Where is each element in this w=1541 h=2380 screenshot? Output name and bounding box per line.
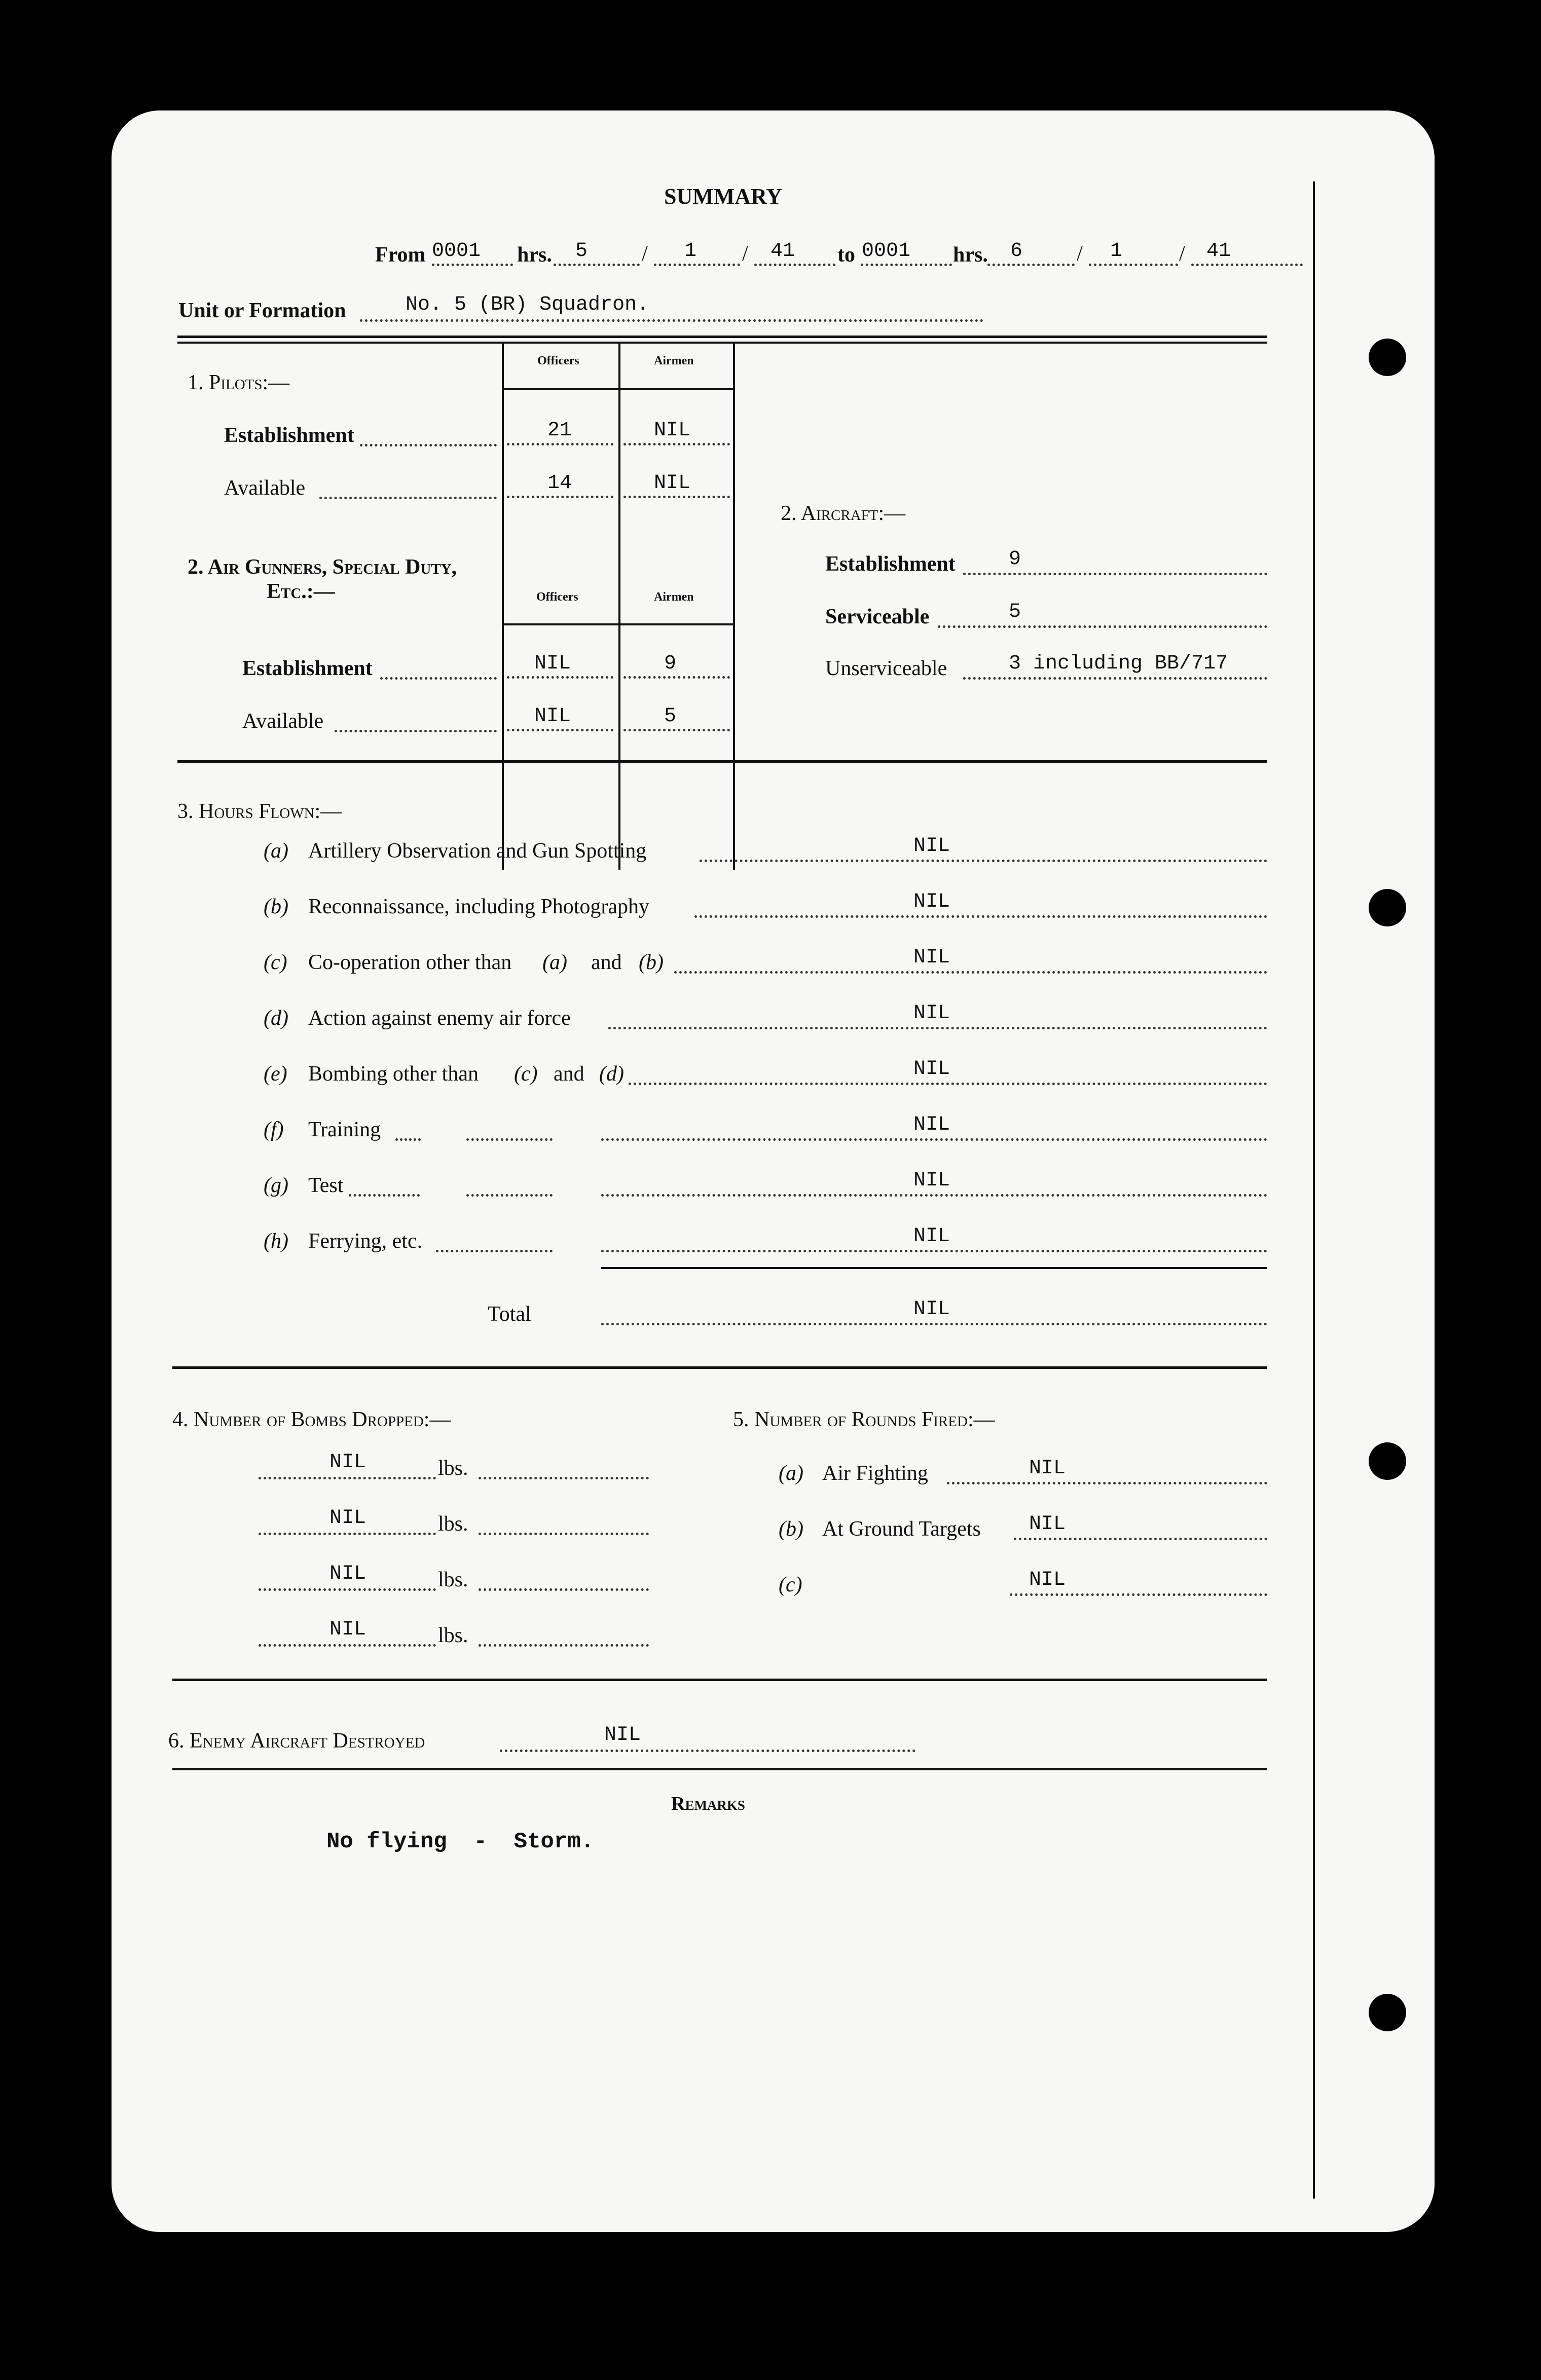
from-day: 5 [575, 240, 588, 263]
pilots-available-airmen: NIL [654, 472, 691, 495]
pilots-officers-header: Officers [537, 354, 579, 367]
from-year: 41 [770, 240, 795, 263]
pilots-heading: 1. Pilots:— [188, 371, 290, 394]
hours-item-f-value: NIL [913, 1113, 950, 1136]
margin-rule [1313, 181, 1315, 2199]
from-month: 1 [684, 240, 697, 263]
aircraft-unserviceable-label: Unserviceable [825, 657, 947, 680]
pilots-available-label: Available [224, 476, 306, 500]
enemy-value: NIL [604, 1724, 641, 1746]
hours-item-d-label: Action against enemy air force [308, 1007, 571, 1030]
air-gunners-airmen-header: Airmen [654, 590, 694, 604]
hours-item-g-label: Test [308, 1174, 344, 1197]
from-label: From [375, 243, 426, 267]
air-gunners-establishment-officers: NIL [534, 652, 571, 675]
hours-total-value: NIL [913, 1298, 950, 1321]
air-gunners-establishment-airmen: 9 [664, 652, 677, 675]
punch-hole [1369, 889, 1406, 926]
aircraft-serviceable-label: Serviceable [825, 605, 930, 628]
hours-item-f-label: Training [308, 1118, 381, 1141]
form-page: SUMMARY From 0001 hrs. 5 / 1 / 41 to 0001 hrs. 6 / 1 / 41 Unit or Formation No. 5 (BR) Squadron. 1. Pilots:— Officers Airmen Establishment 21 NIL Available 14 NIL 2. Air Gunners, Special Duty, Etc.:— Officers Airmen Establishment NIL 9 Available NIL 5 2. Aircraft:— Establishment 9 Serviceable 5 Unserviceable 3 including BB/717 3. Hours Flown:— (a) Artillery Observation and Gun Spotting NIL (b) Reconnaissance, including Photography NIL (c) Co-operation other than (a) and (b) NIL (d) Action against enemy air force NIL (e) Bombing other than (c) and (d) NIL (f) Training NIL (g) Test NIL (h) Ferrying, etc. NIL Total NIL 4. Number of Bombs Dropped:— NIL lbs. NIL lbs. NIL lbs. NIL lbs. 5. Number of Rounds Fired:— (a) Air Fighting NIL (b) At Ground Targets NIL (c) NIL 6. Enemy Aircraft Destroyed NIL Remarks No flying - Storm. [112, 110, 1435, 2232]
pilots-available-officers: 14 [547, 472, 572, 495]
aircraft-establishment-label: Establishment [825, 552, 956, 576]
hours-total-label: Total [488, 1303, 531, 1326]
bombs-row-1: NIL [329, 1451, 366, 1474]
rounds-heading: 5. Number of Rounds Fired:— [733, 1408, 995, 1431]
hrs-label-2: hrs. [953, 243, 988, 267]
remarks-heading: Remarks [671, 1793, 745, 1814]
from-time: 0001 [432, 240, 481, 263]
aircraft-unserviceable-value: 3 including BB/717 [1009, 652, 1228, 675]
hrs-label: hrs. [517, 243, 552, 267]
rounds-item-b-value: NIL [1029, 1513, 1066, 1536]
bombs-row-4: NIL [329, 1618, 366, 1641]
bombs-row-2: NIL [329, 1507, 366, 1530]
hours-item-b-value: NIL [913, 890, 950, 913]
hours-flown-heading: 3. Hours Flown:— [177, 800, 342, 823]
aircraft-heading: 2. Aircraft:— [781, 502, 906, 525]
hours-item-h-value: NIL [913, 1225, 950, 1248]
rounds-item-a-value: NIL [1029, 1457, 1066, 1480]
air-gunners-heading-2: Etc.:— [267, 580, 335, 603]
to-year: 41 [1206, 240, 1231, 263]
air-gunners-officers-header: Officers [536, 590, 578, 604]
air-gunners-heading: 2. Air Gunners, Special Duty, [188, 555, 457, 579]
hours-item-h-label: Ferrying, etc. [308, 1230, 423, 1253]
aircraft-establishment-value: 9 [1009, 548, 1021, 571]
hours-item-c-label: Co-operation other than [308, 951, 512, 974]
punch-hole [1369, 1442, 1406, 1480]
punch-hole [1369, 339, 1406, 376]
air-gunners-establishment-label: Establishment [242, 657, 373, 680]
air-gunners-available-label: Available [242, 710, 324, 733]
enemy-heading: 6. Enemy Aircraft Destroyed [168, 1729, 425, 1753]
page-title: SUMMARY [664, 184, 783, 209]
rounds-item-a-label: Air Fighting [822, 1462, 928, 1485]
hours-item-a-label: Artillery Observation and Gun Spotting [308, 839, 647, 863]
pilots-establishment-officers: 21 [547, 419, 572, 442]
pilots-establishment-airmen: NIL [654, 419, 691, 442]
to-label: to [837, 243, 855, 267]
bombs-row-3: NIL [329, 1563, 366, 1585]
remarks-text: No flying - Storm. [326, 1829, 595, 1854]
air-gunners-available-airmen: 5 [664, 705, 677, 728]
pilots-airmen-header: Airmen [654, 354, 694, 367]
to-month: 1 [1110, 240, 1123, 263]
punch-hole [1369, 1994, 1406, 2031]
hours-item-e-value: NIL [913, 1058, 950, 1081]
rounds-item-c-value: NIL [1029, 1569, 1066, 1591]
bombs-heading: 4. Number of Bombs Dropped:— [172, 1408, 451, 1431]
to-day: 6 [1010, 240, 1023, 263]
air-gunners-available-officers: NIL [534, 705, 571, 728]
aircraft-serviceable-value: 5 [1009, 601, 1021, 623]
hours-item-d-value: NIL [913, 1002, 950, 1025]
hours-item-b-label: Reconnaissance, including Photography [308, 895, 650, 918]
hours-item-a-value: NIL [913, 835, 950, 858]
unit-label: Unit or Formation [178, 299, 346, 322]
pilots-establishment-label: Establishment [224, 424, 354, 447]
hours-item-g-value: NIL [913, 1169, 950, 1192]
hours-item-c-value: NIL [913, 946, 950, 969]
rounds-item-b-label: At Ground Targets [822, 1517, 981, 1541]
hours-item-e-label: Bombing other than [308, 1062, 479, 1086]
unit-value: No. 5 (BR) Squadron. [406, 293, 649, 316]
to-time: 0001 [862, 240, 911, 263]
